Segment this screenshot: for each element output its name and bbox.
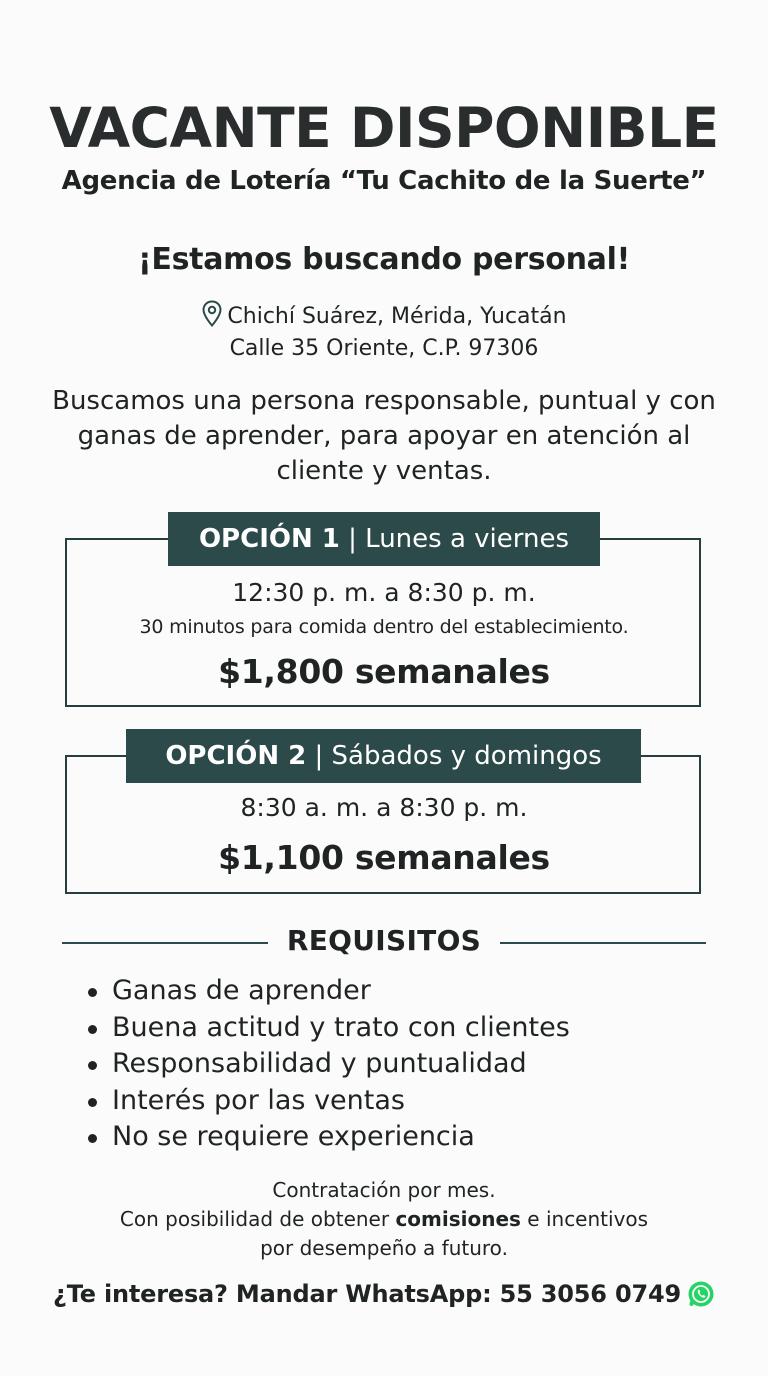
option-1-tag: OPCIÓN 1 | Lunes a viernes [168, 512, 600, 566]
option-1-days: Lunes a viernes [365, 524, 570, 554]
location-address: Calle 35 Oriente, C.P. 97306 [229, 336, 539, 361]
requirements-list [84, 973, 570, 1156]
option-2-pay: $1,100 semanales [218, 838, 550, 877]
location-line-1 [0, 300, 768, 333]
option-1-note: 30 minutos para comida dentro del establecimiento. [139, 616, 629, 638]
option-1-hours: 12:30 p. m. a 8:30 p. m. [232, 578, 536, 607]
footer-commission: comisiones [395, 1207, 521, 1231]
list-item: Interés por las ventas [84, 1083, 570, 1120]
footer-line-2 [0, 1205, 768, 1234]
headline: ¡Estamos buscando personal! [138, 242, 630, 277]
location [0, 300, 768, 365]
option-2-days: Sábados y domingos [331, 741, 602, 771]
footer-line-2-end: e incentivos [520, 1207, 649, 1231]
list-item: Ganas de aprender [84, 973, 570, 1010]
location-neighborhood: Chichí Suárez, Mérida, Yucatán [227, 304, 567, 329]
list-item: No se requiere experiencia [84, 1119, 570, 1156]
list-item: Buena actitud y trato con clientes [84, 1010, 570, 1047]
whatsapp-icon[interactable] [687, 1280, 715, 1308]
footer-line-2-start: Con posibilidad de obtener [119, 1207, 396, 1231]
option-1-label: OPCIÓN 1 [198, 524, 340, 554]
cta-text: ¿Te interesa? Mandar WhatsApp: 55 3056 0749 [53, 1280, 681, 1308]
footer-line-1: Contratación por mes. [272, 1178, 496, 1202]
option-2-tag: OPCIÓN 2 | Sábados y domingos [126, 729, 641, 783]
footer-note [0, 1176, 768, 1263]
option-2-label: OPCIÓN 2 [165, 741, 307, 771]
list-item: Responsabilidad y puntualidad [84, 1046, 570, 1083]
map-pin-icon [201, 300, 223, 328]
option-2-hours: 8:30 a. m. a 8:30 p. m. [240, 793, 528, 822]
whatsapp-cta[interactable] [0, 1280, 768, 1308]
agency-name: Agencia de Lotería “Tu Cachito de la Suerte” [61, 166, 707, 196]
job-description: Buscamos una persona responsable, puntual y con ganas de aprender, para apoyar en atención al cliente y ventas. [52, 386, 716, 486]
page-title: VACANTE DISPONIBLE [49, 96, 719, 160]
option-1-pay: $1,800 semanales [218, 652, 550, 691]
requirements-title: REQUISITOS [286, 924, 482, 957]
footer-line-3: por desempeño a futuro. [260, 1236, 508, 1260]
